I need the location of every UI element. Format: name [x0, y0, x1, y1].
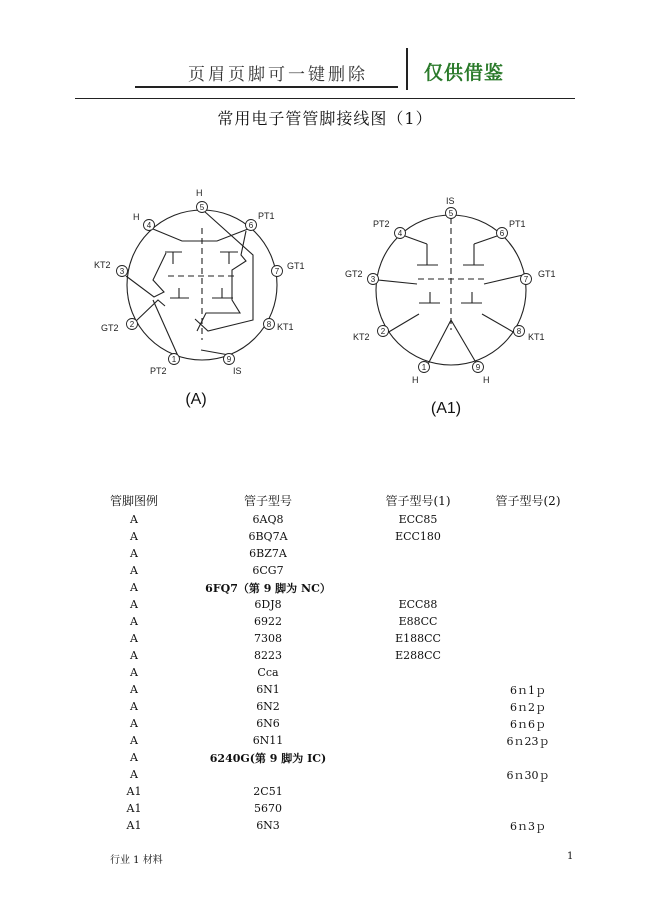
pin-6-a	[246, 220, 257, 231]
pin-label: GT2	[345, 269, 363, 279]
table-cell-eq2	[478, 664, 578, 681]
table-cell-eq1: E188CC	[395, 632, 441, 645]
table-cell-eq2	[478, 800, 578, 817]
table-cell-eq2: 6ｎ1ｐ	[510, 683, 546, 697]
table-cell-eq1	[358, 664, 478, 681]
pin-label: PT1	[509, 219, 526, 229]
table-cell-eq1	[358, 800, 478, 817]
svg-text:2: 2	[380, 327, 386, 336]
pin-9-a	[224, 354, 235, 365]
table-cell-model: 6BZ7A	[249, 547, 287, 560]
table-row	[90, 681, 578, 698]
table-cell-eq1	[358, 817, 478, 834]
svg-text:3: 3	[370, 275, 376, 284]
diagram-a1-labels	[345, 196, 556, 385]
pin-label: IS	[233, 366, 242, 376]
diagram-a	[126, 210, 277, 360]
table-cell-model: 6N3	[256, 819, 280, 832]
table-cell-diagram: A1	[126, 802, 142, 815]
table-cell-diagram: A1	[126, 785, 142, 798]
pin-label: GT2	[101, 323, 119, 333]
table-cell-eq1	[358, 783, 478, 800]
pin-3-a1	[368, 274, 379, 285]
diagram-a1-caption: (A1)	[430, 400, 462, 417]
table-row	[90, 715, 578, 732]
pin-label: PT1	[258, 211, 275, 221]
table-cell-model: 6AQ8	[252, 513, 284, 526]
table-row	[90, 732, 578, 749]
diagram-a-caption: (A)	[185, 391, 207, 408]
svg-text:7: 7	[274, 267, 280, 276]
svg-text:5: 5	[448, 209, 454, 218]
diagram-a-labels	[94, 188, 305, 376]
svg-text:8: 8	[516, 327, 522, 336]
pin-label: KT1	[528, 332, 545, 342]
svg-text:9: 9	[226, 355, 232, 364]
table-cell-eq2	[478, 630, 578, 647]
pin-8-a	[264, 319, 275, 330]
table-cell-eq1	[358, 715, 478, 732]
pin-label: H	[133, 212, 140, 222]
pin-5-a	[197, 202, 208, 213]
pin-label: GT1	[287, 261, 305, 271]
header-right-text: 仅供借鉴	[424, 62, 505, 84]
pin-label: KT2	[353, 332, 370, 342]
pin-4-a1	[395, 228, 406, 239]
table-cell-model: 6BQ7A	[248, 530, 288, 543]
svg-text:9: 9	[475, 363, 481, 372]
svg-text:1: 1	[421, 363, 427, 372]
page-number: 1	[567, 851, 574, 862]
tube-model-table	[90, 489, 578, 834]
diagram-a-pins	[117, 202, 283, 365]
table-cell-model: 8223	[254, 649, 282, 662]
table-cell-diagram: A	[130, 649, 138, 662]
table-cell-model: 6N2	[256, 700, 280, 713]
table-cell-eq2	[478, 562, 578, 579]
table-cell-diagram: A	[130, 530, 138, 543]
table-cell-model: 6N6	[256, 717, 280, 730]
table-cell-eq2	[478, 545, 578, 562]
header-left-text: 页眉页脚可一键删除	[188, 65, 368, 85]
table-row	[90, 664, 578, 681]
table-row	[90, 579, 578, 596]
table-cell-model: 6240G(第 9 脚为 IC)	[209, 751, 327, 765]
table-header-row	[90, 489, 578, 511]
table-cell-diagram: A	[130, 734, 138, 747]
svg-text:6: 6	[499, 229, 505, 238]
table-cell-eq2: 6ｎ23ｐ	[506, 734, 550, 748]
table-row	[90, 613, 578, 630]
table-cell-diagram: A1	[126, 819, 142, 832]
table-row	[90, 698, 578, 715]
table-cell-model: Cca	[257, 666, 279, 679]
pin-2-a	[127, 319, 138, 330]
pin-1-a1	[419, 362, 430, 373]
table-cell-eq2	[478, 783, 578, 800]
table-cell-eq2	[478, 579, 578, 596]
diagram-a1-pins	[368, 208, 532, 373]
table-cell-eq1	[358, 681, 478, 698]
table-row	[90, 545, 578, 562]
table-cell-diagram: A	[130, 700, 138, 713]
table-cell-eq1: E288CC	[395, 649, 441, 662]
table-cell-diagram: A	[130, 564, 138, 577]
table-cell-model: 7308	[254, 632, 282, 645]
table-cell-model: 6FQ7（第 9 脚为 NC）	[205, 581, 331, 595]
table-cell-eq1	[358, 749, 478, 766]
table-cell-eq2: 6ｎ3ｐ	[510, 819, 546, 833]
pin-label: KT1	[277, 322, 294, 332]
table-cell-diagram: A	[130, 751, 138, 764]
pin-2-a1	[378, 326, 389, 337]
table-row	[90, 596, 578, 613]
table-cell-eq2	[478, 511, 578, 528]
pin-7-a1	[521, 274, 532, 285]
table-cell-eq2	[478, 528, 578, 545]
pin-1-a	[169, 354, 180, 365]
table-cell-diagram: A	[130, 683, 138, 696]
table-row	[90, 817, 578, 834]
col-header: 管子型号(2)	[495, 493, 561, 508]
svg-text:3: 3	[119, 267, 125, 276]
table-cell-model: 2C51	[253, 785, 283, 798]
table-cell-eq2	[478, 596, 578, 613]
pin-3-a	[117, 266, 128, 277]
pin-label: IS	[446, 196, 455, 206]
svg-text:7: 7	[523, 275, 529, 284]
table-cell-model	[178, 766, 358, 783]
pin-label: GT1	[538, 269, 556, 279]
col-header: 管子型号(1)	[385, 493, 451, 508]
table-cell-diagram: A	[130, 598, 138, 611]
table-row	[90, 766, 578, 783]
pin-label: H	[483, 375, 490, 385]
table-row	[90, 800, 578, 817]
table-row	[90, 647, 578, 664]
svg-text:2: 2	[129, 320, 135, 329]
table-cell-eq1	[358, 562, 478, 579]
table-cell-eq1	[358, 698, 478, 715]
pin-label: H	[196, 188, 203, 198]
table-cell-diagram: A	[130, 513, 138, 526]
footer-left-text: 行业 1 材料	[110, 855, 163, 866]
svg-text:8: 8	[266, 320, 272, 329]
table-cell-eq1	[358, 732, 478, 749]
table-cell-model: 6922	[254, 615, 282, 628]
table-cell-eq1: ECC180	[395, 530, 441, 543]
svg-text:1: 1	[171, 355, 177, 364]
table-cell-model: 5670	[254, 802, 282, 815]
table-cell-eq1	[358, 579, 478, 596]
table-cell-eq2	[478, 613, 578, 630]
table-cell-model: 6DJ8	[254, 598, 282, 611]
table-cell-eq2: 6ｎ6ｐ	[510, 717, 546, 731]
pin-9-a1	[473, 362, 484, 373]
svg-text:5: 5	[199, 203, 205, 212]
table-cell-diagram: A	[130, 581, 138, 594]
table-cell-eq2: 6ｎ30ｐ	[506, 768, 550, 782]
table-cell-eq1: E88CC	[398, 615, 438, 628]
pin-7-a	[272, 266, 283, 277]
table-row	[90, 562, 578, 579]
pin-8-a1	[514, 326, 525, 337]
table-cell-diagram: A	[130, 666, 138, 679]
table-cell-eq2	[478, 749, 578, 766]
pin-label: PT2	[373, 219, 390, 229]
table-cell-model: 6N1	[256, 683, 280, 696]
table-cell-diagram: A	[130, 717, 138, 730]
table-cell-model: 6N11	[252, 734, 284, 747]
pin-label: PT2	[150, 366, 167, 376]
table-cell-eq2	[478, 647, 578, 664]
table-cell-eq1	[358, 545, 478, 562]
svg-text:4: 4	[146, 221, 152, 230]
table-cell-diagram: A	[130, 615, 138, 628]
col-header: 管脚图例	[109, 493, 158, 508]
col-header: 管子型号	[243, 493, 292, 508]
page-title: 常用电子管管脚接线图（1）	[217, 109, 433, 128]
table-cell-eq2: 6ｎ2ｐ	[510, 700, 546, 714]
pin-5-a1	[446, 208, 457, 219]
svg-text:6: 6	[248, 221, 254, 230]
table-row	[90, 528, 578, 545]
pin-label: KT2	[94, 260, 111, 270]
svg-text:4: 4	[397, 229, 403, 238]
pin-4-a	[144, 220, 155, 231]
table-row	[90, 783, 578, 800]
table-cell-diagram: A	[130, 632, 138, 645]
table-row	[90, 511, 578, 528]
table-cell-eq1: ECC88	[398, 598, 438, 611]
table-cell-eq1	[358, 766, 478, 783]
table-row	[90, 749, 578, 766]
pin-6-a1	[497, 228, 508, 239]
table-cell-eq1: ECC85	[398, 513, 438, 526]
table-cell-diagram: A	[130, 768, 138, 781]
table-body	[90, 511, 578, 834]
pin-label: H	[412, 375, 419, 385]
table-cell-diagram: A	[130, 547, 138, 560]
table-row	[90, 630, 578, 647]
table-cell-model: 6CG7	[252, 564, 284, 577]
